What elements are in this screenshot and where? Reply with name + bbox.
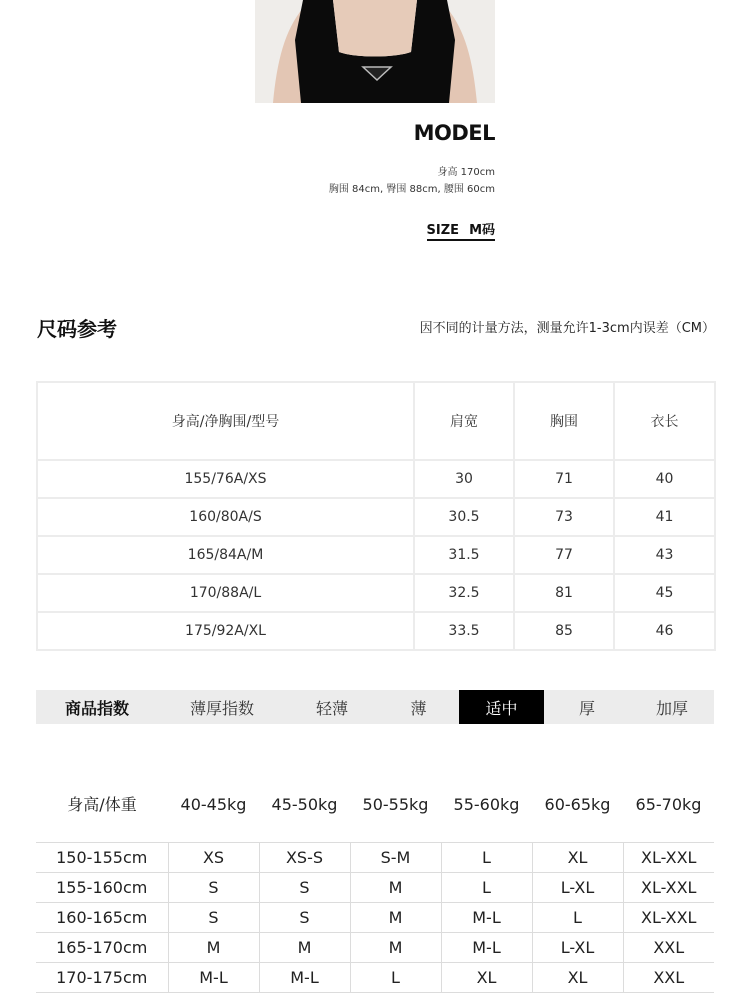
size-header-cell: 衣长 [614, 382, 715, 460]
table-row [37, 612, 715, 650]
size-section-title: 尺码参考 [37, 317, 117, 341]
hw-cell: L [532, 903, 623, 933]
hw-cell: M [259, 933, 350, 963]
size-header-cell: 胸围 [514, 382, 614, 460]
table-row [37, 536, 715, 574]
hw-cell: M [350, 933, 441, 963]
model-size-label: SIZE [426, 223, 460, 238]
thickness-option: 薄 [410, 698, 427, 718]
hw-header-cell: 65-70kg [635, 795, 702, 814]
size-cell: 31.5 [414, 536, 514, 574]
hw-cell: L [441, 843, 532, 873]
hw-cell: XL-XXL [623, 873, 714, 903]
table-row [36, 843, 714, 873]
hw-cell: L-XL [532, 933, 623, 963]
size-cell: 81 [514, 574, 614, 612]
thickness-label: 商品指数 [64, 698, 129, 718]
table-row [36, 963, 714, 993]
hw-cell: M [350, 903, 441, 933]
size-header-cell: 肩宽 [414, 382, 514, 460]
hw-cell: M-L [259, 963, 350, 993]
hw-cell: S [259, 873, 350, 903]
model-size-value: M码 [469, 223, 495, 238]
height-weight-header [36, 790, 714, 820]
hw-cell: XL-XXL [623, 843, 714, 873]
hw-header-cell: 身高/体重 [67, 795, 137, 814]
model-height: 身高 170cm [437, 167, 495, 178]
hw-cell: XL [532, 963, 623, 993]
size-cell: 175/92A/XL [37, 612, 414, 650]
hw-header-cell: 50-55kg [362, 795, 429, 814]
size-cell: 170/88A/L [37, 574, 414, 612]
size-cell: 30 [414, 460, 514, 498]
size-cell: 30.5 [414, 498, 514, 536]
size-header-cell: 身高/净胸围/型号 [37, 382, 414, 460]
size-cell: 32.5 [414, 574, 514, 612]
table-row [37, 498, 715, 536]
hw-cell: 165-170cm [36, 933, 168, 963]
size-table-header [37, 382, 715, 460]
table-row [36, 903, 714, 933]
hw-cell: M [168, 933, 259, 963]
size-cell: 33.5 [414, 612, 514, 650]
model-measurements: 胸围 84cm, 臀围 88cm, 腰围 60cm [328, 184, 495, 195]
model-size [427, 219, 495, 241]
hw-cell: S-M [350, 843, 441, 873]
hw-header-cell: 60-65kg [544, 795, 611, 814]
hw-cell: XL-XXL [623, 903, 714, 933]
hw-cell: S [168, 873, 259, 903]
table-row [37, 574, 715, 612]
table-row [37, 460, 715, 498]
hw-cell: M-L [168, 963, 259, 993]
size-cell: 73 [514, 498, 614, 536]
thickness-option: 加厚 [655, 698, 688, 718]
hw-cell: 150-155cm [36, 843, 168, 873]
hw-cell: XL [441, 963, 532, 993]
hw-cell: L [350, 963, 441, 993]
hw-cell: M [350, 873, 441, 903]
hw-header-cell: 40-45kg [180, 795, 247, 814]
hw-cell: XL [532, 843, 623, 873]
size-cell: 165/84A/M [37, 536, 414, 574]
size-cell: 71 [514, 460, 614, 498]
thickness-bar [36, 690, 714, 724]
hw-cell: S [259, 903, 350, 933]
size-table [36, 381, 716, 651]
table-row [36, 933, 714, 963]
height-weight-table [36, 842, 714, 993]
thickness-option: 厚 [578, 698, 595, 718]
thickness-option: 轻薄 [315, 698, 348, 718]
size-cell: 43 [614, 536, 715, 574]
size-cell: 160/80A/S [37, 498, 414, 536]
hw-cell: XXL [623, 933, 714, 963]
hw-cell: XS [168, 843, 259, 873]
hw-cell: L-XL [532, 873, 623, 903]
thickness-option: 薄厚指数 [189, 698, 254, 718]
hw-header-cell: 55-60kg [453, 795, 520, 814]
hw-header-cell: 45-50kg [271, 795, 338, 814]
size-cell: 40 [614, 460, 715, 498]
hw-cell: M-L [441, 903, 532, 933]
table-row [36, 873, 714, 903]
hw-cell: 155-160cm [36, 873, 168, 903]
hw-cell: 170-175cm [36, 963, 168, 993]
model-photo [255, 0, 495, 103]
hw-cell: S [168, 903, 259, 933]
size-cell: 155/76A/XS [37, 460, 414, 498]
size-cell: 46 [614, 612, 715, 650]
size-cell: 85 [514, 612, 614, 650]
hw-cell: L [441, 873, 532, 903]
thickness-option-selected: 适中 [459, 690, 544, 724]
hw-cell: 160-165cm [36, 903, 168, 933]
size-cell: 77 [514, 536, 614, 574]
hw-cell: XS-S [259, 843, 350, 873]
hw-cell: M-L [441, 933, 532, 963]
size-section-note: 因不同的计量方法，测量允许1-3cm内误差（CM） [419, 321, 715, 336]
size-cell: 45 [614, 574, 715, 612]
model-title: MODEL [413, 121, 495, 145]
size-cell: 41 [614, 498, 715, 536]
hw-cell: XXL [623, 963, 714, 993]
